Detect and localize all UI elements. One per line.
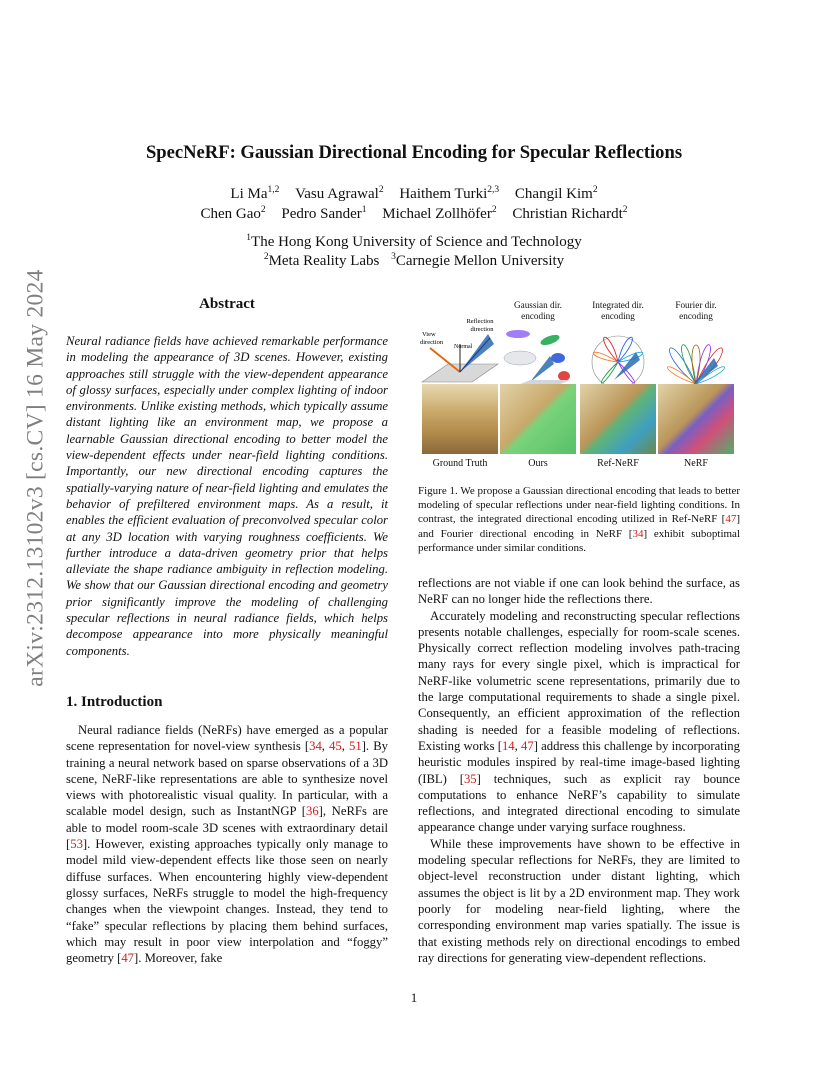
paper-title: SpecNeRF: Gaussian Directional Encoding for Specular Reflections [145, 142, 683, 163]
author: Chen Gao$^2$ [200, 205, 266, 222]
view-label: View direction [420, 331, 444, 346]
citation-link[interactable]: 14 [501, 738, 515, 753]
paragraph: While these improvements have shown to be effective in modeling specular reflections for NeRFs, they are limited to object-level reconstruction under distant lighting, which assumes the object is lit by a 2D environment map. They work poorly for modeling near-field lighting, where the corresponding environment map varies spatially. The issue is that existing methods rely on directional encodings to embed ray directions for generating view-dependent reflections. [418, 836, 740, 965]
page-number: 1 [410, 990, 418, 1005]
render-ref-nerf [580, 384, 656, 454]
figure-label-ground-truth: Ground Truth [432, 458, 488, 469]
figure-label-gaussian: Gaussian dir. encoding [514, 300, 562, 321]
section-heading-introduction: 1. Introduction [66, 694, 163, 710]
affiliation-2-3: $^2$Meta Reality Labs $^3$Carnegie Mellon University [263, 252, 565, 269]
author: Christian Richardt$^2$ [512, 205, 628, 222]
author: Changil Kim$^2$ [514, 185, 598, 202]
citation-link[interactable]: 36 [305, 804, 319, 819]
figure-1 [418, 300, 742, 472]
citation-link[interactable]: 47 [121, 951, 134, 966]
citation-link[interactable]: 47 [725, 513, 737, 526]
authors-line-2 [0, 206, 828, 223]
author: Michael Zollhöfer$^2$ [382, 205, 497, 222]
intro-paragraph: Neural radiance fields (NeRFs) have emerged as a popular scene representation for novel-view synthesis [34, 45, 51]. By training a neural network based on sparse observations of a 3D scene, NeRF-like representations are able to synthesize novel views with photorealistic visual quality. In particular, with a scalable model design, such as InstantNGP [36], NeRFs are able to model room-scale 3D scenes with extraordinary detail [53]. However, existing approaches typically only manage to model mild view-dependent effects like those seen on nearly diffuse surfaces. When encountering highly view-dependent glossy surfaces, NeRFs struggle to model the high-frequency changes when the viewpoint changes. Instead, they tend to “fake” specular reflections by placing them behind surfaces, which may result in poor view interpolation and “foggy” geometry [47]. Moreover, fake [66, 723, 388, 966]
right-column-body [418, 575, 740, 966]
citation-link[interactable]: 47 [521, 738, 534, 753]
render-ground-truth [422, 384, 498, 454]
paragraph: Accurately modeling and reconstructing specular reflections presents notable challenges, especially for room-scale scenes. Physically correct reflection modeling involves path-tracing many rays for every single pixel, which is impractical for NeRF-like volumetric scene representations, primarily due to the large computational requirements to shade a single pixel. Consequently, an efficient approximation of the reflection shading is needed for a feasible modeling of reflections. Existing works [14, 47] address this challenge by incorporating heuristic modules inspired by real-time image-based lighting (IBL) [35] techniques, such as explicit ray bounce computations to enhance NeRF’s capability to simulate reflections, and integrated directional encoding to simulate appearance change under varying surface roughness. [418, 608, 740, 835]
abstract-heading: Abstract [199, 296, 255, 312]
authors-line-1 [0, 186, 828, 203]
author: Li Ma$^{1,2}$ [230, 185, 280, 202]
paragraph: reflections are not viable if one can look behind the surface, as NeRF can no longer hide the reflections there. [418, 576, 740, 607]
arxiv-stamp-text: arXiv:2312.13102v3 [cs.CV] 16 May 2024 [22, 269, 49, 687]
citation-link[interactable]: 34 [632, 527, 644, 540]
affiliation-1: $^1$The Hong Kong University of Science and Technology [246, 233, 582, 250]
render-ours [500, 384, 576, 454]
figure-label-nerf: NeRF [684, 458, 708, 469]
reflection-label: Reflection direction [466, 318, 494, 333]
citation-link[interactable]: 34 [309, 739, 322, 754]
figure-label-fourier: Fourier dir. encoding [675, 300, 717, 321]
author: Pedro Sander$^1$ [281, 205, 367, 222]
figure-label-integrated: Integrated dir. encoding [592, 300, 644, 321]
reflection-diagram [418, 308, 500, 386]
citation-link[interactable]: 35 [463, 771, 477, 786]
figure-label-ours: Ours [528, 458, 548, 469]
citation-link[interactable]: 45 [329, 739, 342, 754]
render-nerf [658, 384, 734, 454]
citation-link[interactable]: 53 [70, 837, 83, 852]
figure-label-ref-nerf: Ref-NeRF [597, 458, 639, 469]
author: Vasu Agrawal$^2$ [295, 185, 384, 202]
normal-label: Normal [454, 344, 473, 350]
citation-link[interactable]: 51 [349, 739, 362, 754]
abstract-text: Neural radiance fields have achieved remarkable performance in modeling the appearance of 3D scenes. However, existing approaches still struggle with the view-dependent appearance of glossy surfaces, especially under complex lighting of indoor environments. Unlike existing methods, which typically assume distant lighting like an environment map, we propose a learnable Gaussian directional encoding to better model the view-dependent effects under near-field lighting conditions. Importantly, our new directional encoding captures the spatially-varying nature of near-field lighting and emulates the behavior of prefiltered environment maps. As a result, it enables the efficient evaluation of preconvolved specular color at any 3D location with varying roughness coefficients. We further introduce a data-driven geometry prior that helps alleviate the shape radiance ambiguity in reflection modeling. We show that our Gaussian directional encoding and geometry prior significantly improve the modeling of challenging specular reflections in neural radiance fields, which helps decompose appearance into more physically meaningful components. [66, 334, 388, 658]
author: Haithem Turki$^{2,3}$ [399, 185, 500, 202]
arxiv-stamp [19, 269, 53, 687]
figure-caption: Figure 1. We propose a Gaussian directional encoding that leads to better modeling of specular reflections under near-field lighting conditions. In contrast, the integrated directional encoding utilized in Ref-NeRF [47] and Fourier directional encoding in NeRF [34] exhibit suboptimal performance under similar conditions. [418, 485, 740, 554]
